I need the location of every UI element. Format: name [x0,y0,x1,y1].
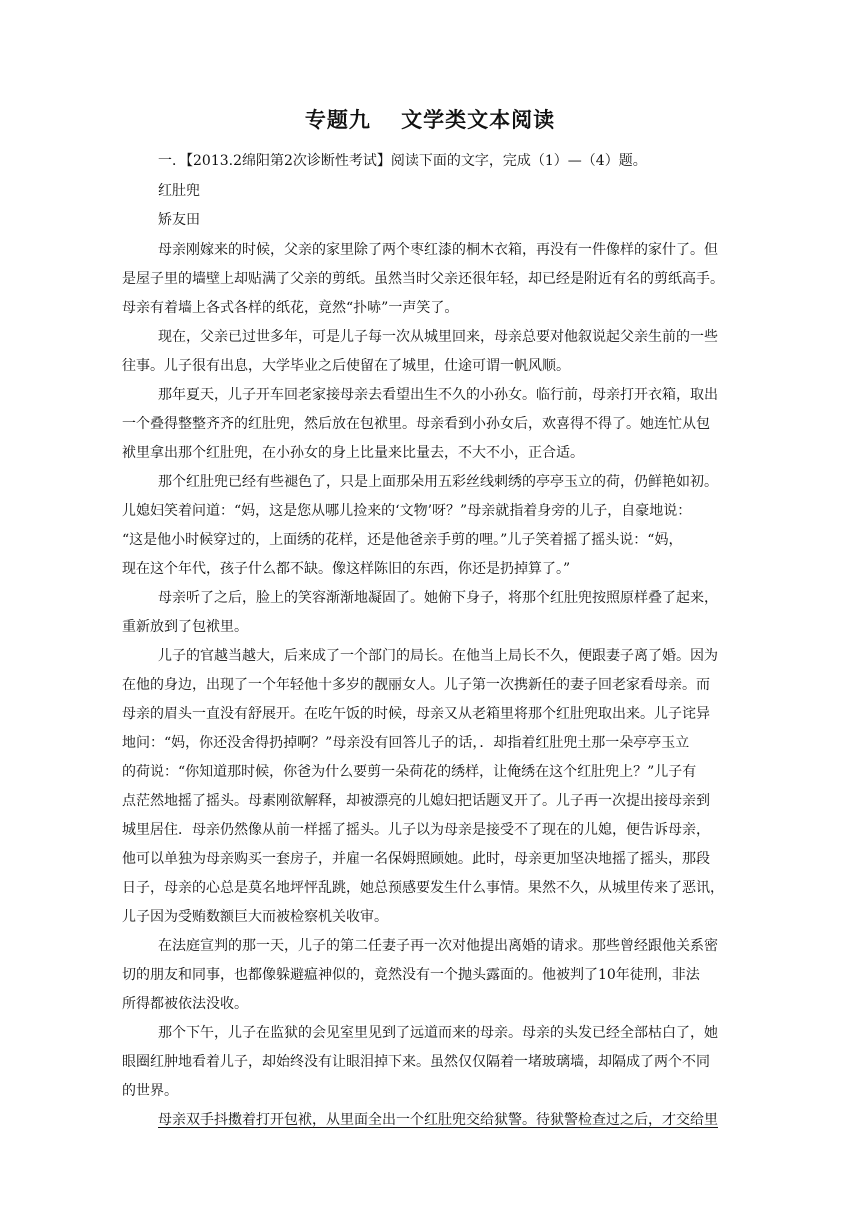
author-name: 矫友田 [158,212,200,228]
paragraph-6-line-7: 城里居住．母亲仍然像从前一样摇了摇头。儿子以为母亲是接受不了现在的儿媳，便告诉母亲， [122,822,710,838]
paragraph-8-line-3: 的世界。 [122,1083,178,1099]
paragraph-4-line-3: “这是他小时候穿过的，上面绣的花样，还是他爸亲手剪的哩。”儿子笑着摇了摇头说：“妈， [122,532,683,548]
paragraph-1-line-1: 母亲刚嫁来的时候，父亲的家里除了两个枣红漆的桐木衣箱，再没有一件像样的家什了。但 [158,242,718,258]
paragraph-8-line-2: 眼圈红肿地看着儿子，却始终没有让眼泪掉下来。虽然仅仅隔着一堵玻璃墙，却隔成了两个不同 [122,1054,710,1070]
paragraph-9-line-1-underlined: 母亲双手抖擞着打开包袱，从里面全出一个红肚兜交给狱警。待狱警检查过之后，才交给里 [158,1112,718,1128]
question-intro: 一．【2013.2绵阳第2次诊断性考试】阅读下面的文字，完成（1）—（4）题。 [158,153,647,169]
paragraph-1-line-2: 是屋子里的墙壁上却贴满了父亲的剪纸。虽然当时父亲还很年轻，却已经是附近有名的剪纸高手。 [122,271,724,287]
paragraph-6-line-8: 他可以单独为母亲购买一套房子，并雇一名保姆照顾她。此时，母亲更加坚决地摇了摇头，那段 [122,851,710,867]
paragraph-3-line-3: 袱里拿出那个红肚兜，在小孙女的身上比量来比量去，不大不小，正合适。 [122,445,584,461]
paragraph-7-line-1: 在法庭宣判的那一天，儿子的第二任妻子再一次对他提出离婚的请求。那些曾经跟他关系密 [158,938,718,954]
paragraph-6-line-9: 日子，母亲的心总是莫名地坪怦乱跳，她总预感要发生什么事情。果然不久，从城里传来了恶讯， [122,880,724,896]
paragraph-3-line-2: 一个叠得整整齐齐的红肚兜，然后放在包袱里。母亲看到小孙女后，欢喜得不得了。她连忙从包 [122,416,710,432]
paragraph-6-line-5: 的荷说：“你知道那时候，你爸为什么要剪一朵荷花的绣样，让俺绣在这个红肚兜上？”儿子有 [122,764,697,780]
paragraph-6-line-6: 点茫然地摇了摇头。母素刚欲解释，却被漂亮的儿媳妇把话题叉开了。儿子再一次提出接母亲到 [122,793,710,809]
paragraph-5-line-1: 母亲听了之后，脸上的笑容渐渐地凝固了。她俯下身子，将那个红肚兜按照原样叠了起来， [158,590,718,606]
paragraph-7-line-3: 所得都被依法没收。 [122,996,248,1012]
paragraph-2-line-1: 现在，父亲已过世多年，可是儿子每一次从城里回来，母亲总要对他叙说起父亲生前的一些 [158,329,718,345]
paragraph-8-line-1: 那个下午，儿子在监狱的会见室里见到了远道而来的母亲。母亲的头发已经全部枯白了，她 [158,1025,718,1041]
paragraph-4-line-4: 现在这个年代，孩子什么都不缺。像这样陈旧的东西，你还是扔掉算了。” [122,561,571,577]
paragraph-6-line-1: 儿子的官越当越大，后来成了一个部门的局长。在他当上局长不久，便跟妻子离了婚。因为 [158,648,718,664]
paragraph-4-line-1: 那个红肚兜已经有些褪色了，只是上面那朵用五彩丝线刺绣的亭亭玉立的荷，仍鲜艳如初。 [158,474,718,490]
page-title: 专题九 文学类文本阅读 [304,107,556,132]
paragraph-7-line-2: 切的朋友和同事，也都像躲避瘟神似的，竟然没有一个抛头露面的。他被判了10年徒刑，非法 [122,967,700,983]
paragraph-3-line-1: 那年夏天，儿子开车回老家接母亲去看望出生不久的小孙女。临行前，母亲打开衣箱，取出 [158,387,718,403]
paragraph-6-line-2: 在他的身边，出现了一个年轻他十多岁的靓丽女人。儿子第一次携新任的妻子回老家看母亲。而 [122,677,710,693]
paragraph-2-line-2: 往事。儿子很有出息，大学毕业之后使留在了城里，仕途可谓一帆风顺。 [122,358,570,374]
paragraph-6-line-10: 儿子因为受贿数额巨大而被检察机关收审。 [122,909,388,925]
paragraph-4-line-2: 儿媳妇笑着问道：“妈，这是您从哪儿捡来的‘文物’呀？”母亲就指着身旁的儿子，自豪地说： [122,503,692,519]
paragraph-5-line-2: 重新放到了包袱里。 [122,619,248,635]
paragraph-6-line-4: 地问：“妈，你还没舍得扔掉啊？”母亲没有回答儿子的话，．却指着红肚兜土那一朵亭亭玉立 [122,735,690,751]
story-title: 红肚兜 [158,183,200,199]
paragraph-6-line-3: 母亲的眉头一直没有舒展开。在吃午饭的时候，母亲又从老箱里将那个红肚兜取出来。儿子诧异 [122,706,710,722]
paragraph-1-line-3: 母亲有着墙上各式各样的纸花，竟然“扑哧”一声笑了。 [122,300,459,316]
